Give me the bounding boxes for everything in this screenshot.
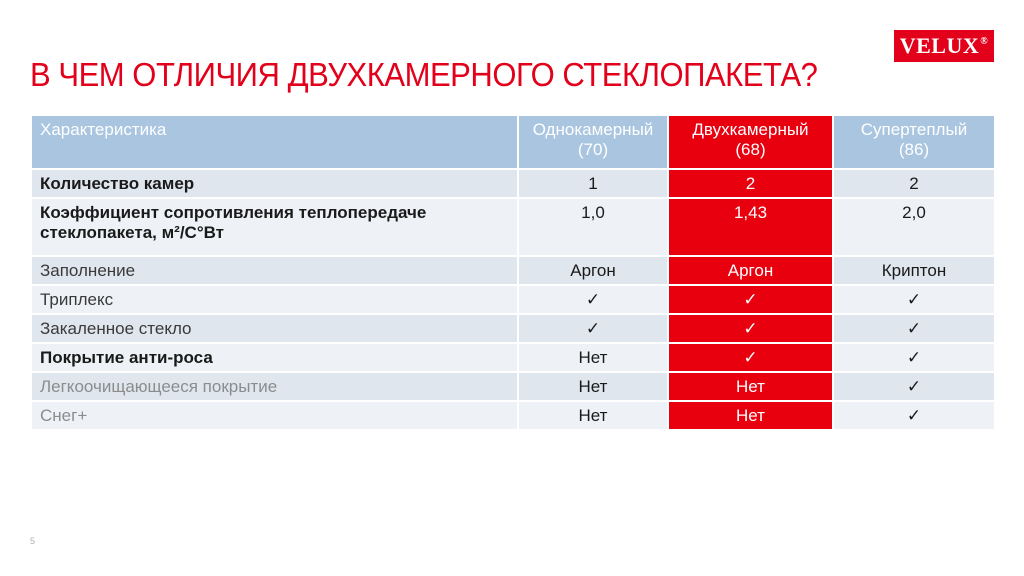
cell-super: 2 bbox=[833, 169, 995, 198]
check-icon: ✓ bbox=[833, 343, 995, 372]
row-label-line2: стеклопакета, м²/С°Вт bbox=[40, 223, 225, 242]
header-characteristic bbox=[31, 115, 518, 169]
check-icon: ✓ bbox=[518, 314, 668, 343]
cell-double: 1,43 bbox=[668, 198, 833, 256]
table-row bbox=[31, 198, 995, 256]
header-label: Двухкамерный bbox=[692, 120, 809, 139]
check-icon: ✓ bbox=[668, 285, 833, 314]
table-row bbox=[31, 314, 995, 343]
row-label: Триплекс bbox=[31, 285, 518, 314]
row-label-line1: Коэффициент сопротивления теплопередаче bbox=[40, 203, 427, 222]
logo-registered-mark: ® bbox=[980, 36, 989, 47]
header-double-chamber bbox=[668, 115, 833, 169]
cell-single: Аргон bbox=[518, 256, 668, 285]
header-label: Характеристика bbox=[40, 120, 167, 139]
table-row bbox=[31, 256, 995, 285]
check-icon: ✓ bbox=[833, 401, 995, 430]
row-label: Легкоочищающееся покрытие bbox=[31, 372, 518, 401]
check-icon: ✓ bbox=[833, 314, 995, 343]
table-row bbox=[31, 343, 995, 372]
header-super-warm bbox=[833, 115, 995, 169]
check-icon: ✓ bbox=[833, 372, 995, 401]
row-label: Закаленное стекло bbox=[31, 314, 518, 343]
row-label: Количество камер bbox=[31, 169, 518, 198]
cell-single: 1,0 bbox=[518, 198, 668, 256]
page-number: 5 bbox=[30, 536, 36, 546]
comparison-table bbox=[30, 114, 996, 431]
cell-single: Нет bbox=[518, 343, 668, 372]
velux-logo bbox=[894, 30, 994, 62]
cell-double: 2 bbox=[668, 169, 833, 198]
header-sub: (68) bbox=[735, 140, 766, 159]
row-label: Снег+ bbox=[31, 401, 518, 430]
cell-single: 1 bbox=[518, 169, 668, 198]
table-header-row bbox=[31, 115, 995, 169]
cell-single: Нет bbox=[518, 372, 668, 401]
table-row bbox=[31, 401, 995, 430]
cell-super: 2,0 bbox=[833, 198, 995, 256]
check-icon: ✓ bbox=[833, 285, 995, 314]
cell-double: Аргон bbox=[668, 256, 833, 285]
logo-text: VELUX bbox=[899, 33, 980, 58]
table-row bbox=[31, 169, 995, 198]
header-sub: (70) bbox=[577, 140, 609, 159]
cell-double: Нет bbox=[668, 372, 833, 401]
header-single-chamber bbox=[518, 115, 668, 169]
table-row bbox=[31, 285, 995, 314]
table-row bbox=[31, 372, 995, 401]
check-icon: ✓ bbox=[668, 314, 833, 343]
header-sub: (86) bbox=[898, 140, 930, 159]
row-label: Покрытие анти-роса bbox=[31, 343, 518, 372]
header-label: Однокамерный bbox=[532, 120, 654, 139]
cell-double: Нет bbox=[668, 401, 833, 430]
cell-single: Нет bbox=[518, 401, 668, 430]
cell-super: Криптон bbox=[833, 256, 995, 285]
check-icon: ✓ bbox=[518, 285, 668, 314]
row-label: Заполнение bbox=[31, 256, 518, 285]
header-label: Супертеплый bbox=[860, 120, 968, 139]
row-label bbox=[31, 198, 518, 256]
check-icon: ✓ bbox=[668, 343, 833, 372]
page-title: В ЧЕМ ОТЛИЧИЯ ДВУХКАМЕРНОГО СТЕКЛОПАКЕТА? bbox=[30, 56, 818, 93]
